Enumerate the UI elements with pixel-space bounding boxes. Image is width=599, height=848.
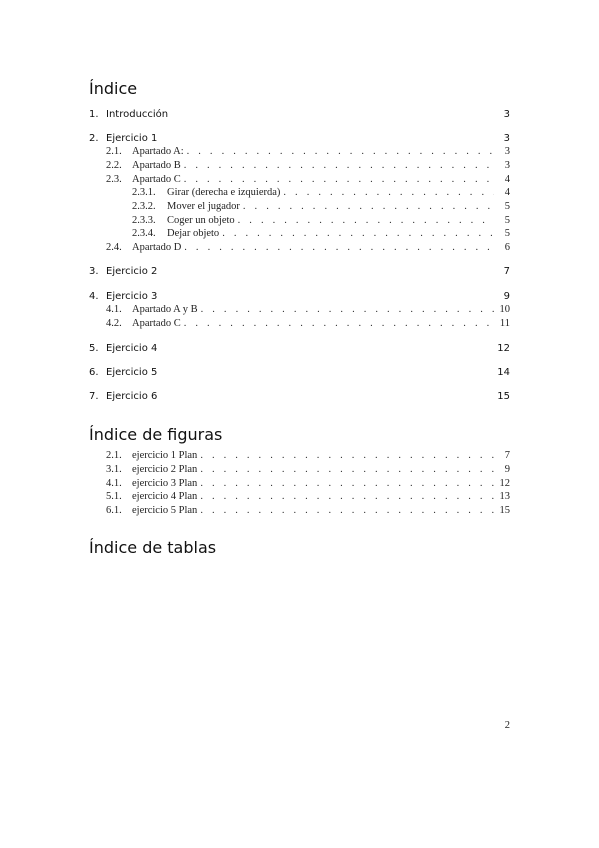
toc-entry-number: 4.2. xyxy=(106,318,122,329)
figure-entry-number: 5.1. xyxy=(106,491,122,502)
toc-entry-title: Dejar objeto xyxy=(167,228,220,239)
figure-entry-title: ejercicio 2 Plan xyxy=(132,464,198,475)
figure-entry[interactable] xyxy=(106,491,510,505)
toc-entry-number: 2.3.1. xyxy=(132,187,156,198)
toc-entry-title: Apartado C xyxy=(132,174,181,185)
toc-entry-number: 2.3.3. xyxy=(132,215,156,226)
dot-leader xyxy=(200,478,494,489)
toc-entry-page: 11 xyxy=(499,318,510,329)
toc-entry-page: 14 xyxy=(497,367,510,378)
figure-entry-number: 6.1. xyxy=(106,505,122,516)
figure-entry[interactable] xyxy=(106,450,510,464)
toc-entry-page: 5 xyxy=(504,201,510,212)
toc-entry-page: 4 xyxy=(504,187,510,198)
figure-entry-page: 13 xyxy=(499,491,510,502)
figures-heading: Índice de figuras xyxy=(89,425,223,444)
toc-entry-page: 3 xyxy=(503,133,510,144)
toc-entry-number: 6. xyxy=(89,367,99,378)
figure-entry-number: 4.1. xyxy=(106,478,122,489)
figure-entry[interactable] xyxy=(106,505,510,519)
toc-entry-number: 2. xyxy=(89,133,99,144)
toc-entry-number: 7. xyxy=(89,391,99,402)
toc-entry-title: Ejercicio 5 xyxy=(106,367,158,378)
toc-entry-page: 3 xyxy=(504,146,510,157)
figure-entry-title: ejercicio 1 Plan xyxy=(132,450,198,461)
toc-entry-title: Apartado C xyxy=(132,318,181,329)
figure-entry-page: 12 xyxy=(499,478,510,489)
toc-entry-number: 1. xyxy=(89,109,99,120)
toc-entry-title: Apartado A: xyxy=(132,146,184,157)
toc-entry-number: 2.4. xyxy=(106,242,122,253)
toc-entry-number: 2.1. xyxy=(106,146,122,157)
figure-entry-page: 15 xyxy=(499,505,510,516)
toc-entry-title: Apartado D xyxy=(132,242,182,253)
toc-entry-number: 2.3. xyxy=(106,174,122,185)
toc-entry-title: Ejercicio 2 xyxy=(106,266,158,277)
toc-entry-number: 4.1. xyxy=(106,304,122,315)
toc-entry-page: 15 xyxy=(497,391,510,402)
figure-entry-title: ejercicio 5 Plan xyxy=(132,505,198,516)
toc-entry-page: 5 xyxy=(504,215,510,226)
toc-entry-number: 3. xyxy=(89,266,99,277)
toc-entry-number: 2.2. xyxy=(106,160,122,171)
toc-entry-page: 6 xyxy=(504,242,510,253)
toc-entry-page: 5 xyxy=(504,228,510,239)
toc-entry-title: Introducción xyxy=(106,109,169,120)
toc-entry-title: Ejercicio 1 xyxy=(106,133,158,144)
toc-heading: Índice xyxy=(89,79,138,98)
toc-entry-title: Ejercicio 4 xyxy=(106,343,158,354)
figure-entry[interactable] xyxy=(106,478,510,492)
toc-entry-title: Girar (derecha e izquierda) xyxy=(167,187,281,198)
toc-entry-number: 2.3.2. xyxy=(132,201,156,212)
page-number: 2 xyxy=(504,720,510,731)
figure-entry-number: 2.1. xyxy=(106,450,122,461)
toc-entry-title: Apartado A y B xyxy=(132,304,198,315)
figure-entry-page: 9 xyxy=(504,464,510,475)
toc-entry-title: Ejercicio 6 xyxy=(106,391,158,402)
toc-entry-page: 9 xyxy=(503,291,510,302)
figure-entry-title: ejercicio 4 Plan xyxy=(132,491,198,502)
toc-entry-page: 3 xyxy=(503,109,510,120)
figure-entry-title: ejercicio 3 Plan xyxy=(132,478,198,489)
tables-heading: Índice de tablas xyxy=(89,538,217,557)
toc-entry-page: 7 xyxy=(503,266,510,277)
toc-entry-title: Apartado B xyxy=(132,160,181,171)
toc-entry-page: 4 xyxy=(504,174,510,185)
dot-leader xyxy=(200,491,494,502)
toc-entry-page: 3 xyxy=(504,160,510,171)
toc-entry-page: 12 xyxy=(497,343,510,354)
toc-entry-title: Ejercicio 3 xyxy=(106,291,158,302)
figure-entry-number: 3.1. xyxy=(106,464,122,475)
dot-leader xyxy=(200,505,494,516)
toc-entry-number: 2.3.4. xyxy=(132,228,156,239)
toc-entry-title: Coger un objeto xyxy=(167,215,235,226)
figure-entry-page: 7 xyxy=(504,450,510,461)
toc-entry-title: Mover el jugador xyxy=(167,201,240,212)
toc-entry-number: 4. xyxy=(89,291,99,302)
toc-entry-number: 5. xyxy=(89,343,99,354)
dot-leader xyxy=(200,464,494,475)
figure-entry[interactable] xyxy=(106,464,510,478)
dot-leader xyxy=(200,450,494,461)
toc-entry-page: 10 xyxy=(499,304,510,315)
